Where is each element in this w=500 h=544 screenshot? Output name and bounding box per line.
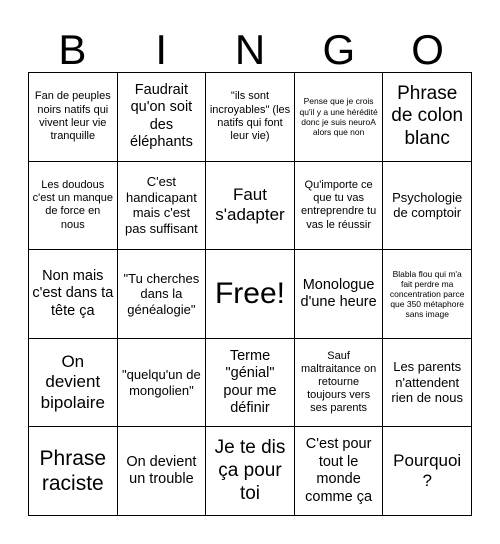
cell-text: Terme "génial" pour me définir bbox=[223, 347, 277, 416]
bingo-cell[interactable] bbox=[29, 427, 118, 516]
cell-text: Faudrait qu'on soit des éléphants bbox=[129, 82, 193, 151]
header-letter-b: B bbox=[58, 26, 87, 73]
bingo-cell[interactable] bbox=[118, 250, 207, 339]
bingo-cell[interactable] bbox=[383, 339, 472, 428]
bingo-cell[interactable] bbox=[29, 250, 118, 339]
bingo-cell[interactable] bbox=[206, 339, 295, 428]
cell-text: Faut s'adapter bbox=[215, 185, 285, 225]
cell-text: Qu'importe ce que tu vas entreprendre tu vas le réussir bbox=[300, 179, 377, 231]
cell-text: Sauf maltraitance on retourne toujours vers ses parents bbox=[300, 349, 377, 415]
cell-text: Pourquoi ? bbox=[393, 450, 462, 491]
cell-text: Fan de peuples noirs natifs qui vivent leur vie tranquille bbox=[34, 90, 111, 142]
cell-text: Blabla flou qui m'a fait perdre ma concentration parce que 350 métaphore sans image bbox=[389, 268, 465, 320]
cell-text: Pense que je crois qu'il y a une hérédité donc je suis neuroA alors que non bbox=[299, 96, 378, 137]
cell-text: Non mais c'est dans ta tête ça bbox=[32, 267, 114, 319]
bingo-cell[interactable] bbox=[383, 162, 472, 251]
bingo-cell[interactable] bbox=[383, 427, 472, 516]
bingo-cell[interactable] bbox=[29, 73, 118, 162]
cell-text: On devient un trouble bbox=[126, 453, 197, 488]
header-letter-o: O bbox=[411, 26, 444, 73]
cell-text: "ils sont incroyables" (les natifs qui font leur vie) bbox=[209, 90, 291, 142]
bingo-cell[interactable] bbox=[206, 162, 295, 251]
bingo-grid bbox=[28, 72, 472, 516]
cell-text: C'est handicapant mais c'est pas suffisant bbox=[125, 174, 198, 236]
header-letter-g: G bbox=[322, 26, 356, 73]
bingo-cell[interactable] bbox=[118, 162, 207, 251]
bingo-cell[interactable] bbox=[295, 162, 384, 251]
cell-text: On devient bipolaire bbox=[40, 352, 105, 412]
bingo-cell[interactable] bbox=[383, 73, 472, 162]
header-letter-i: I bbox=[155, 26, 168, 73]
bingo-cell[interactable] bbox=[383, 250, 472, 339]
cell-text: Les doudous c'est un manque de force en nous bbox=[32, 179, 113, 231]
bingo-cell[interactable] bbox=[29, 162, 118, 251]
bingo-cell[interactable] bbox=[206, 427, 295, 516]
bingo-cell-free[interactable] bbox=[206, 250, 295, 339]
bingo-cell[interactable] bbox=[295, 250, 384, 339]
cell-text: Phrase raciste bbox=[39, 447, 107, 496]
cell-text: Psychologie de comptoir bbox=[392, 189, 463, 221]
bingo-cell[interactable] bbox=[118, 73, 207, 162]
cell-text: "quelqu'un de mongolien" bbox=[122, 367, 201, 398]
cell-text: Je te dis ça pour toi bbox=[214, 436, 286, 504]
bingo-cell[interactable] bbox=[295, 339, 384, 428]
cell-text: C'est pour tout le monde comme ça bbox=[305, 436, 373, 505]
bingo-cell[interactable] bbox=[206, 73, 295, 162]
bingo-cell[interactable] bbox=[118, 427, 207, 516]
bingo-cell[interactable] bbox=[29, 339, 118, 428]
bingo-cell[interactable] bbox=[295, 73, 384, 162]
bingo-header bbox=[28, 28, 472, 72]
bingo-cell[interactable] bbox=[118, 339, 207, 428]
cell-text: Les parents n'attendent rien de nous bbox=[391, 359, 463, 406]
free-space-text: Free! bbox=[214, 276, 285, 310]
cell-text: Monologue d'une heure bbox=[300, 276, 377, 310]
cell-text: Phrase de colon blanc bbox=[391, 82, 464, 150]
bingo-cell[interactable] bbox=[295, 427, 384, 516]
cell-text: "Tu cherches dans la généalogie" bbox=[123, 270, 200, 317]
header-letter-n: N bbox=[234, 26, 266, 73]
